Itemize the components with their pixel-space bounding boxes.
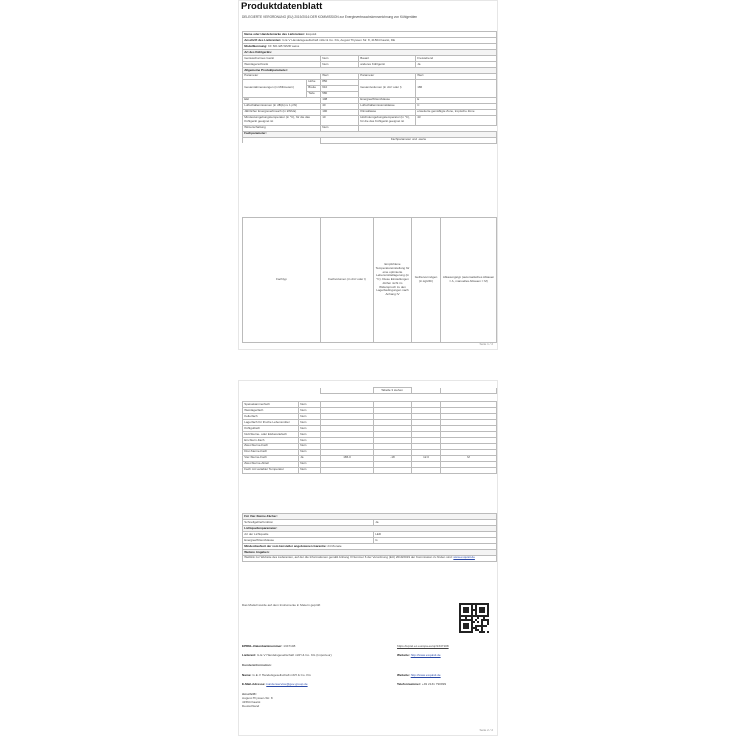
col-header: Fachtyp <box>243 218 321 343</box>
compartment-cell: Nein <box>299 449 321 455</box>
general-head: Parameter <box>243 73 321 79</box>
compartment-cell: Nein <box>299 431 321 437</box>
compartment-cell: Drei-Sterne-Fach <box>243 449 299 455</box>
compartment-cell: Nein <box>299 467 321 473</box>
general-section: Allgemeine Produktparameter: <box>243 67 497 73</box>
compartment-cell <box>441 467 497 473</box>
light-type-label: Art der Lichtquelle <box>243 531 374 537</box>
website-link[interactable]: http://www.exquisit.de <box>410 653 441 657</box>
qr-code-icon[interactable] <box>459 603 489 633</box>
compartment-header-table <box>242 217 497 343</box>
address-line: August-Thyssen-Str. 8 <box>242 696 273 700</box>
compartment-cell: Nein <box>299 419 321 425</box>
winter-value: Nein <box>321 125 359 131</box>
phone-label: Telefonnummer: <box>397 682 422 686</box>
eprel-link[interactable]: https://eprel.ec.europa.eu/qr/1347108 <box>397 644 449 648</box>
volume-value: 186 <box>416 79 497 97</box>
dim-name: Tiefe <box>307 91 321 97</box>
eprel-label: EPREL-Datenbanknummer: <box>242 644 283 648</box>
type-cell: Weinlagerschrank <box>243 61 321 67</box>
regulation-intro: DELEGIERTE VERORDNUNG (EU) 2019/2016 DER KOMMISSION zur Energieverbrauchskennzeichnung von Kühlgeräten <box>242 15 418 19</box>
climate-label: Klimaklasse <box>359 109 416 115</box>
address-line: Deutschland <box>242 704 260 708</box>
dim-value: 610 <box>321 85 359 91</box>
supplier: G·E·V Handelsgesellschaft mbH & Co. KG (Importeur) <box>256 653 332 657</box>
general-head: Wert <box>416 73 497 79</box>
noise-value: 40 <box>321 103 359 109</box>
compartment-cell: Null-Sterne- oder Eisbereitefach <box>243 431 299 437</box>
name-label: Name: <box>242 673 252 677</box>
compartment-cell: Nein <box>299 461 321 467</box>
max-temp-label: Höchstumgebungstemperatur (in °C), für die das Kühlgerät geeignet ist <box>359 115 416 125</box>
eei-label: EEI <box>243 97 321 103</box>
type-section: Art des Kühlgeräts: <box>243 49 497 55</box>
light-type-value: LED <box>374 531 497 537</box>
compartment-cell: Kellerfach <box>243 413 299 419</box>
fast-freeze-label: Schnellgefrierfunktion <box>243 519 374 525</box>
compartment-cell: Ja <box>299 455 321 461</box>
compartment-cell: 12.0 <box>412 455 441 461</box>
extra-parameters-table <box>242 513 497 562</box>
compartment-rows <box>242 401 497 474</box>
col-header: Gefriervermögen (in kg/24h) <box>412 218 441 343</box>
warranty-value: 24 Monate <box>327 543 342 548</box>
datasheet-page-1 <box>238 0 498 350</box>
compartment-section: Fachparameter: <box>243 131 497 137</box>
dim-name: Breite <box>307 85 321 91</box>
col3-continued: Tabelle 3 stehen <box>373 388 411 394</box>
fast-freeze-value: Ja <box>374 519 497 525</box>
compartment-cell: Nein <box>299 402 321 408</box>
consumption-value: 190 <box>321 109 359 115</box>
type-cell: Nein <box>321 61 359 67</box>
min-temp-label: Mindestumgebungstemperatur (in °C), für die das Kühlgerät geeignet ist <box>243 115 321 125</box>
page-number: Seite 2 / 2 <box>479 728 493 732</box>
page-number: Seite 1 / 2 <box>479 342 493 346</box>
page-title: Produktdatenblatt <box>241 1 323 12</box>
type-cell: Ja <box>416 61 497 67</box>
compartment-cell: M <box>441 455 497 461</box>
website-label: Website: <box>397 653 410 657</box>
compartment-cell: -18 <box>374 455 412 461</box>
more-link[interactable]: www.exquisit.de <box>453 555 475 560</box>
compartment-cell <box>374 467 412 473</box>
compartment-cell: Fach mit variabler Temperatur <box>243 467 299 473</box>
eei-value: 108 <box>321 97 359 103</box>
service-label: Kundeninformation: <box>242 663 272 667</box>
compartment-row <box>243 467 497 473</box>
address-label: Anschrift: <box>242 692 257 696</box>
warranty-label: Mindestlaufzeit der vom Hersteller angebotenen Garantie: <box>244 543 327 548</box>
compartment-cell: 186.0 <box>321 455 374 461</box>
light-class-label: Energieeffizienzklasse <box>243 537 374 543</box>
type-cell: anderes Kühlgerät <box>359 61 416 67</box>
consumption-label: Jährlicher Energieverbrauch (in kWh/a) <box>243 109 321 115</box>
four-star-section: Für Vier-Sterne-Fächer: <box>243 514 497 520</box>
compartment-cell: Nein <box>299 437 321 443</box>
website2-link[interactable]: http://www.exquisit.de <box>410 673 441 677</box>
phone: +49 2131 790999 <box>421 682 447 686</box>
compartment-cell: Zwei-Sterne-Abteil <box>243 461 299 467</box>
noise-class-label: Luftschallemissionsklasse <box>359 103 416 109</box>
compartment-cell: Ein-Stern-Fach <box>243 437 299 443</box>
winter-label: Winterschaltung <box>243 125 321 131</box>
min-temp-value: 10 <box>321 115 359 125</box>
model-label: Modellkennung: <box>244 43 268 48</box>
compartment-cell: Weinlagerfach <box>243 407 299 413</box>
dim-value: 850 <box>321 79 359 85</box>
compartment-cell: Nein <box>299 443 321 449</box>
compartment-cell: Lagerfach für frische Lebensmittel <box>243 419 299 425</box>
supplier-address-label: Anschrift des Lieferanten: <box>244 37 282 42</box>
address-line: 41564 Kaarst <box>242 700 261 704</box>
type-cell: Geräuscharmes Gerät <box>243 55 321 61</box>
general-parameters-table <box>242 31 497 144</box>
noise-class-value: C <box>416 103 497 109</box>
website2-label: Website: <box>397 673 410 677</box>
datasheet-page-2 <box>238 380 498 736</box>
supplier-name: Exquisit <box>305 31 317 36</box>
service-name: G·E·V Handelsgesellschaft mbH & Co. KG <box>252 673 311 677</box>
climate-value: erweiterte gemäßigte Zone, tropische Zone <box>416 109 497 115</box>
scan-note: Das Modell wurde auf dem Instrumente in Metern geprüft <box>242 603 321 607</box>
supplier-address: G·E·V Handelsgesellschaft mbH & Co. KG, August Thyssen Str. 8, 41564 Kaarst, DE <box>282 37 396 42</box>
col-header: Empfohlene Temperatureinstellung für eine optimierte Lebensmittellagerung (in °C). Diese Einstellungen dürfen nicht im Widerspruch zu den Lagerbedingungen nach Anhang IV <box>374 218 412 343</box>
noise-label: Luftschallemissionen (in dB(A) re 1 pW) <box>243 103 321 109</box>
more-section: Weitere Angaben: <box>243 549 497 555</box>
type-cell: Bauart <box>359 55 416 61</box>
dim-value: 580 <box>321 91 359 97</box>
volume-label: Gesamtvolumen (in dm³ oder l) <box>359 79 416 97</box>
eprel-number: 1347108 <box>283 644 296 648</box>
dims-label: Gesamtabmessungen (in Millimetern) <box>243 79 307 97</box>
compartment-cell: Kühlgutfach <box>243 425 299 431</box>
energy-class-value: E <box>416 97 497 103</box>
compartment-cell: Nein <box>299 425 321 431</box>
compartment-table <box>242 387 497 394</box>
general-head: Parameter <box>359 73 416 79</box>
compartment-cell <box>321 467 374 473</box>
compartment-cell: Vier-Sterne-Fach <box>243 455 299 461</box>
max-temp-value: 43 <box>416 115 497 125</box>
col-header: Fachvolumen (in dm³ oder l) <box>321 218 374 343</box>
col-header: Abtauungstyp (automatisches Abtauen = A, manuelles Abtauen = M) <box>441 218 497 343</box>
supplier-name-label: Name oder Handelsmarke des Lieferanten: <box>244 31 306 36</box>
dim-name: Höhe <box>307 79 321 85</box>
energy-class-label: Energieeffizienzklasse <box>359 97 416 103</box>
light-class-value: G <box>374 537 497 543</box>
compartment-cell: Nein <box>299 407 321 413</box>
compartment-cell: Speisekammerfach <box>243 402 299 408</box>
email-label: E-Mail-Adresse: <box>242 682 266 686</box>
model: KF 601 EB WMR weiss <box>268 43 300 48</box>
more-text: Weblink zur Website des Lieferanten, auf der die Informationen gemäß Anhang II Nummer 6 der Verordnung (EU) 2019/2019 der Kommission zu finden sind: <box>244 555 453 560</box>
compartment-cell <box>412 467 441 473</box>
type-cell: Nein <box>321 55 359 61</box>
type-cell: Freistehend <box>416 55 497 61</box>
email-link[interactable]: kundenservice@gev-group.de <box>266 682 308 686</box>
light-section: Lichtquellenparameter: <box>243 525 497 531</box>
general-head: Wert <box>321 73 359 79</box>
compartment-cell: Zwei-Sterne-Fach <box>243 443 299 449</box>
compartment-cell: Nein <box>299 413 321 419</box>
supplier-label: Lieferant: <box>242 653 257 657</box>
compartment-head: Fachparameter und -werte <box>321 137 497 143</box>
